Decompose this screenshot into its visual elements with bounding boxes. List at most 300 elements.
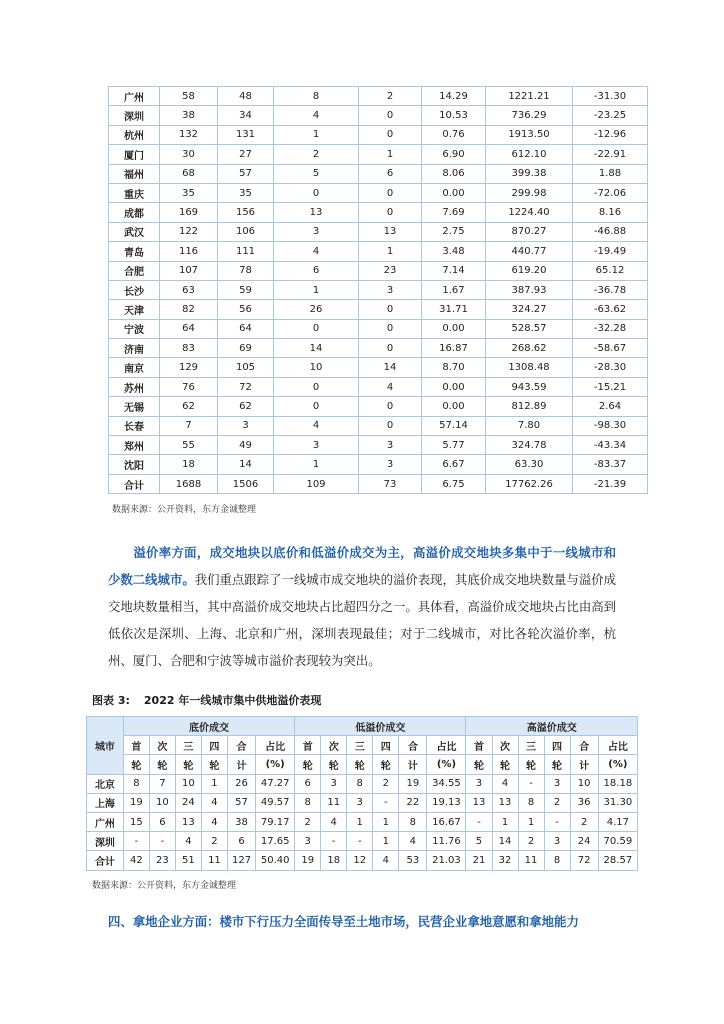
value-cell: 35 (160, 183, 218, 202)
value-cell: 57 (227, 793, 255, 812)
city-cell: 长沙 (109, 280, 160, 299)
value-cell: 6 (227, 832, 255, 851)
value-cell: 13 (466, 793, 492, 812)
table-row (109, 145, 648, 164)
value-cell: 1 (518, 812, 544, 831)
section-heading-4: 四、拿地企业方面：楼市下行压力全面传导至土地市场，民营企业拿地意愿和拿地能力 (108, 914, 579, 929)
subheader-cell: 轮 (518, 755, 544, 774)
subheader-cell: (%) (256, 755, 295, 774)
value-cell: 1 (274, 280, 359, 299)
subheader-cell: 三 (175, 736, 201, 755)
city-cell: 长春 (109, 416, 160, 435)
subheader-cell: 四 (201, 736, 227, 755)
value-cell: 6.90 (422, 145, 486, 164)
value-cell: 24 (570, 832, 598, 851)
value-cell: 3 (274, 222, 359, 241)
city-cell: 合计 (87, 851, 124, 870)
value-cell: 17.65 (256, 832, 295, 851)
city-cell: 济南 (109, 339, 160, 358)
value-cell: 1 (347, 812, 373, 831)
table-row (109, 300, 648, 319)
value-cell: 35 (218, 183, 274, 202)
value-cell: 129 (160, 358, 218, 377)
value-cell: -21.39 (573, 474, 648, 493)
value-cell: 4 (201, 812, 227, 831)
group-header: 高溢价成交 (466, 717, 638, 736)
value-cell: 49.57 (256, 793, 295, 812)
value-cell: 619.20 (486, 261, 573, 280)
value-cell: 8.70 (422, 358, 486, 377)
value-cell: 612.10 (486, 145, 573, 164)
subheader-cell: 合 (399, 736, 427, 755)
subheader-cell: 三 (518, 736, 544, 755)
value-cell: 19.13 (427, 793, 466, 812)
subheader-cell: 轮 (175, 755, 201, 774)
value-cell: 3 (274, 436, 359, 455)
subheader-cell: 合 (227, 736, 255, 755)
value-cell: 8.16 (573, 203, 648, 222)
value-cell: 72 (218, 377, 274, 396)
value-cell: 58 (160, 87, 218, 106)
subheader-cell: (%) (598, 755, 637, 774)
value-cell: 14 (492, 832, 518, 851)
value-cell: 56 (218, 300, 274, 319)
value-cell: 1224.40 (486, 203, 573, 222)
value-cell: 21 (466, 851, 492, 870)
value-cell: 0 (359, 106, 422, 125)
city-land-table (108, 86, 648, 494)
value-cell: 4 (274, 242, 359, 261)
value-cell: 1 (274, 455, 359, 474)
value-cell: 0 (274, 183, 359, 202)
value-cell: 6 (149, 812, 175, 831)
subheader-cell: 占比 (427, 736, 466, 755)
value-cell: 50.40 (256, 851, 295, 870)
value-cell: 18 (160, 455, 218, 474)
premium-table (86, 716, 638, 871)
value-cell: 6 (359, 164, 422, 183)
value-cell: 13 (274, 203, 359, 222)
value-cell: 0.00 (422, 397, 486, 416)
value-cell: 65.12 (573, 261, 648, 280)
value-cell: 0.00 (422, 319, 486, 338)
value-cell: 4 (274, 106, 359, 125)
group-header: 底价成交 (123, 717, 294, 736)
value-cell: 105 (218, 358, 274, 377)
value-cell: 10 (570, 774, 598, 793)
value-cell: 736.29 (486, 106, 573, 125)
table-row (109, 436, 648, 455)
value-cell: 107 (160, 261, 218, 280)
value-cell: 2 (274, 145, 359, 164)
value-cell: 0.00 (422, 377, 486, 396)
value-cell: 528.57 (486, 319, 573, 338)
value-cell: 62 (218, 397, 274, 416)
value-cell: 111 (218, 242, 274, 261)
city-cell: 合计 (109, 474, 160, 493)
table-row (109, 280, 648, 299)
value-cell: 26 (274, 300, 359, 319)
value-cell: 943.59 (486, 377, 573, 396)
value-cell: - (373, 793, 399, 812)
subheader-cell: 轮 (123, 755, 149, 774)
value-cell: 0 (274, 377, 359, 396)
table-row (87, 832, 638, 851)
value-cell: 870.27 (486, 222, 573, 241)
value-cell: 4 (274, 416, 359, 435)
group-header: 低溢价成交 (295, 717, 466, 736)
table-row (109, 106, 648, 125)
table-row (87, 812, 638, 831)
city-cell: 杭州 (109, 125, 160, 144)
value-cell: 72 (570, 851, 598, 870)
value-cell: 38 (160, 106, 218, 125)
value-cell: 36 (570, 793, 598, 812)
value-cell: 0 (359, 397, 422, 416)
value-cell: 8 (544, 851, 570, 870)
value-cell: 4 (373, 851, 399, 870)
city-cell: 北京 (87, 774, 124, 793)
value-cell: 116 (160, 242, 218, 261)
value-cell: 2 (201, 832, 227, 851)
value-cell: 51 (175, 851, 201, 870)
value-cell: 26 (227, 774, 255, 793)
subheader-cell: 轮 (466, 755, 492, 774)
table-row (109, 474, 648, 493)
value-cell: 8 (518, 793, 544, 812)
value-cell: 62 (160, 397, 218, 416)
value-cell: -58.67 (573, 339, 648, 358)
value-cell: 5 (466, 832, 492, 851)
value-cell: 16.67 (427, 812, 466, 831)
value-cell: - (518, 774, 544, 793)
value-cell: 4 (399, 832, 427, 851)
value-cell: -98.30 (573, 416, 648, 435)
value-cell: 8.06 (422, 164, 486, 183)
value-cell: 14 (218, 455, 274, 474)
value-cell: -63.62 (573, 300, 648, 319)
value-cell: 68 (160, 164, 218, 183)
value-cell: 42 (123, 851, 149, 870)
value-cell: 1308.48 (486, 358, 573, 377)
value-cell: 4.17 (598, 812, 637, 831)
city-cell: 郑州 (109, 436, 160, 455)
value-cell: -19.49 (573, 242, 648, 261)
subheader-cell: 首 (295, 736, 321, 755)
value-cell: 0.76 (422, 125, 486, 144)
value-cell: 122 (160, 222, 218, 241)
value-cell: 1.88 (573, 164, 648, 183)
value-cell: 64 (218, 319, 274, 338)
value-cell: 83 (160, 339, 218, 358)
city-cell: 青岛 (109, 242, 160, 261)
premium-paragraph (108, 539, 616, 674)
value-cell: - (544, 812, 570, 831)
value-cell: 3 (347, 793, 373, 812)
value-cell: 3 (466, 774, 492, 793)
value-cell: 0 (274, 319, 359, 338)
value-cell: 28.57 (598, 851, 637, 870)
value-cell: 11 (518, 851, 544, 870)
paragraph-body: 我们重点跟踪了一线城市成交地块的溢价表现，其底价成交地块数量与溢价成交地块数量相当，其中高溢价成交地块占比超四分之一。具体看，高溢价成交地块占比由高到低依次是深圳、上海、北京和广州，深圳表现最佳；对于二线城市，对比各轮次溢价率，杭州、厦门、合肥和宁波等城市溢价表现较为突出。 (108, 572, 617, 668)
table-row (109, 183, 648, 202)
value-cell: 79.17 (256, 812, 295, 831)
value-cell: 2 (373, 774, 399, 793)
table-header-row (87, 755, 638, 774)
table-header-row (87, 717, 638, 736)
value-cell: 10 (175, 774, 201, 793)
table-row (87, 774, 638, 793)
value-cell: 109 (274, 474, 359, 493)
value-cell: 14 (359, 358, 422, 377)
value-cell: -12.96 (573, 125, 648, 144)
figure3-label: 图表 3: (92, 694, 130, 707)
value-cell: -32.28 (573, 319, 648, 338)
paragraph-highlight: 溢价率方面，成交地块以底价和低溢价成交为主，高溢价成交地块多集中于一线城市和少数二线城市。 (108, 545, 616, 587)
table-row (109, 397, 648, 416)
subheader-cell: 次 (149, 736, 175, 755)
city-cell: 福州 (109, 164, 160, 183)
value-cell: 1 (373, 812, 399, 831)
value-cell: 8 (399, 812, 427, 831)
value-cell: 6 (295, 774, 321, 793)
city-cell: 苏州 (109, 377, 160, 396)
value-cell: 38 (227, 812, 255, 831)
value-cell: 31.71 (422, 300, 486, 319)
value-cell: 0 (359, 416, 422, 435)
value-cell: 324.27 (486, 300, 573, 319)
value-cell: 812.89 (486, 397, 573, 416)
city-cell: 厦门 (109, 145, 160, 164)
city-cell: 广州 (87, 812, 124, 831)
value-cell: 3 (295, 832, 321, 851)
value-cell: 69 (218, 339, 274, 358)
value-cell: 3 (544, 832, 570, 851)
subheader-cell: 轮 (321, 755, 347, 774)
subheader-cell: 次 (492, 736, 518, 755)
city-cell: 广州 (109, 87, 160, 106)
value-cell: 59 (218, 280, 274, 299)
subheader-cell: (%) (427, 755, 466, 774)
value-cell: 11.76 (427, 832, 466, 851)
value-cell: -72.06 (573, 183, 648, 202)
value-cell: 0 (359, 183, 422, 202)
value-cell: 10.53 (422, 106, 486, 125)
subheader-cell: 计 (570, 755, 598, 774)
subheader-cell: 轮 (347, 755, 373, 774)
value-cell: 14.29 (422, 87, 486, 106)
value-cell: 10 (274, 358, 359, 377)
value-cell: 268.62 (486, 339, 573, 358)
value-cell: 49 (218, 436, 274, 455)
value-cell: 17762.26 (486, 474, 573, 493)
value-cell: 1 (492, 812, 518, 831)
value-cell: 2 (544, 793, 570, 812)
value-cell: 0 (359, 125, 422, 144)
table-row (109, 203, 648, 222)
value-cell: 3 (359, 455, 422, 474)
value-cell: 57.14 (422, 416, 486, 435)
value-cell: 18 (321, 851, 347, 870)
value-cell: 4 (359, 377, 422, 396)
subheader-cell: 计 (399, 755, 427, 774)
table-row (109, 416, 648, 435)
value-cell: 7 (160, 416, 218, 435)
value-cell: 13 (359, 222, 422, 241)
subheader-cell: 轮 (544, 755, 570, 774)
value-cell: -83.37 (573, 455, 648, 474)
value-cell: 4 (175, 832, 201, 851)
value-cell: 2 (570, 812, 598, 831)
value-cell: -28.30 (573, 358, 648, 377)
value-cell: 19 (399, 774, 427, 793)
value-cell: 324.78 (486, 436, 573, 455)
value-cell: 7.80 (486, 416, 573, 435)
value-cell: 3.48 (422, 242, 486, 261)
value-cell: 2 (295, 812, 321, 831)
value-cell: 0 (359, 300, 422, 319)
value-cell: - (466, 812, 492, 831)
table-row (109, 164, 648, 183)
value-cell: 63 (160, 280, 218, 299)
subheader-cell: 轮 (149, 755, 175, 774)
city-cell: 成都 (109, 203, 160, 222)
subheader-cell: 首 (123, 736, 149, 755)
figure3-source: 数据来源：公开资料，东方金诚整理 (92, 881, 237, 891)
value-cell: 132 (160, 125, 218, 144)
value-cell: 299.98 (486, 183, 573, 202)
value-cell: 6 (274, 261, 359, 280)
value-cell: 106 (218, 222, 274, 241)
city-cell: 深圳 (87, 832, 124, 851)
value-cell: 1688 (160, 474, 218, 493)
value-cell: 63.30 (486, 455, 573, 474)
city-cell: 重庆 (109, 183, 160, 202)
value-cell: 0 (359, 203, 422, 222)
value-cell: -15.21 (573, 377, 648, 396)
value-cell: 34.55 (427, 774, 466, 793)
value-cell: 0 (274, 397, 359, 416)
table-row (87, 851, 638, 870)
value-cell: 70.59 (598, 832, 637, 851)
table-row (109, 358, 648, 377)
table-row (109, 242, 648, 261)
value-cell: 5 (274, 164, 359, 183)
value-cell: 4 (201, 793, 227, 812)
value-cell: 2 (359, 87, 422, 106)
city-cell: 沈阳 (109, 455, 160, 474)
value-cell: 78 (218, 261, 274, 280)
value-cell: 127 (227, 851, 255, 870)
value-cell: 15 (123, 812, 149, 831)
table-header-row (87, 736, 638, 755)
value-cell: 3 (359, 280, 422, 299)
table-row (109, 339, 648, 358)
value-cell: - (347, 832, 373, 851)
value-cell: 27 (218, 145, 274, 164)
value-cell: 1 (373, 832, 399, 851)
value-cell: 1 (274, 125, 359, 144)
table-row (109, 87, 648, 106)
subheader-cell: 合 (570, 736, 598, 755)
subheader-cell: 三 (347, 736, 373, 755)
value-cell: 18.18 (598, 774, 637, 793)
figure3-title (92, 692, 335, 708)
value-cell: 55 (160, 436, 218, 455)
value-cell: 8 (123, 774, 149, 793)
value-cell: 14 (274, 339, 359, 358)
table2-source: 数据来源：公开资料，东方金诚整理 (112, 505, 257, 515)
value-cell: 13 (492, 793, 518, 812)
value-cell: 3 (359, 436, 422, 455)
value-cell: 57 (218, 164, 274, 183)
subheader-cell: 轮 (201, 755, 227, 774)
value-cell: 73 (359, 474, 422, 493)
value-cell: 1506 (218, 474, 274, 493)
table-row (109, 222, 648, 241)
value-cell: 440.77 (486, 242, 573, 261)
value-cell: 19 (295, 851, 321, 870)
subheader-cell: 计 (227, 755, 255, 774)
value-cell: 5.77 (422, 436, 486, 455)
value-cell: 53 (399, 851, 427, 870)
table-row (109, 455, 648, 474)
value-cell: 8 (347, 774, 373, 793)
city-cell: 深圳 (109, 106, 160, 125)
value-cell: 1 (359, 145, 422, 164)
value-cell: 19 (123, 793, 149, 812)
value-cell: 3 (544, 774, 570, 793)
value-cell: 2 (518, 832, 544, 851)
value-cell: 23 (149, 851, 175, 870)
value-cell: 8 (295, 793, 321, 812)
value-cell: 0.00 (422, 183, 486, 202)
value-cell: -23.25 (573, 106, 648, 125)
value-cell: 22 (399, 793, 427, 812)
city-cell: 宁波 (109, 319, 160, 338)
value-cell: 16.87 (422, 339, 486, 358)
value-cell: 11 (201, 851, 227, 870)
subheader-cell: 四 (544, 736, 570, 755)
value-cell: 2.64 (573, 397, 648, 416)
value-cell: 1221.21 (486, 87, 573, 106)
subheader-cell: 轮 (373, 755, 399, 774)
table-row (109, 319, 648, 338)
value-cell: 6.75 (422, 474, 486, 493)
value-cell: 21.03 (427, 851, 466, 870)
value-cell: 1913.50 (486, 125, 573, 144)
value-cell: 1.67 (422, 280, 486, 299)
value-cell: 30 (160, 145, 218, 164)
value-cell: 13 (175, 812, 201, 831)
value-cell: 34 (218, 106, 274, 125)
city-cell: 合肥 (109, 261, 160, 280)
value-cell: 24 (175, 793, 201, 812)
city-cell: 天津 (109, 300, 160, 319)
city-cell: 无锡 (109, 397, 160, 416)
city-header: 城市 (87, 717, 124, 775)
value-cell: 3 (218, 416, 274, 435)
value-cell: -22.91 (573, 145, 648, 164)
value-cell: 156 (218, 203, 274, 222)
value-cell: 169 (160, 203, 218, 222)
value-cell: -31.30 (573, 87, 648, 106)
subheader-cell: 占比 (598, 736, 637, 755)
table-row (109, 125, 648, 144)
value-cell: 11 (321, 793, 347, 812)
table-row (109, 261, 648, 280)
value-cell: -36.78 (573, 280, 648, 299)
